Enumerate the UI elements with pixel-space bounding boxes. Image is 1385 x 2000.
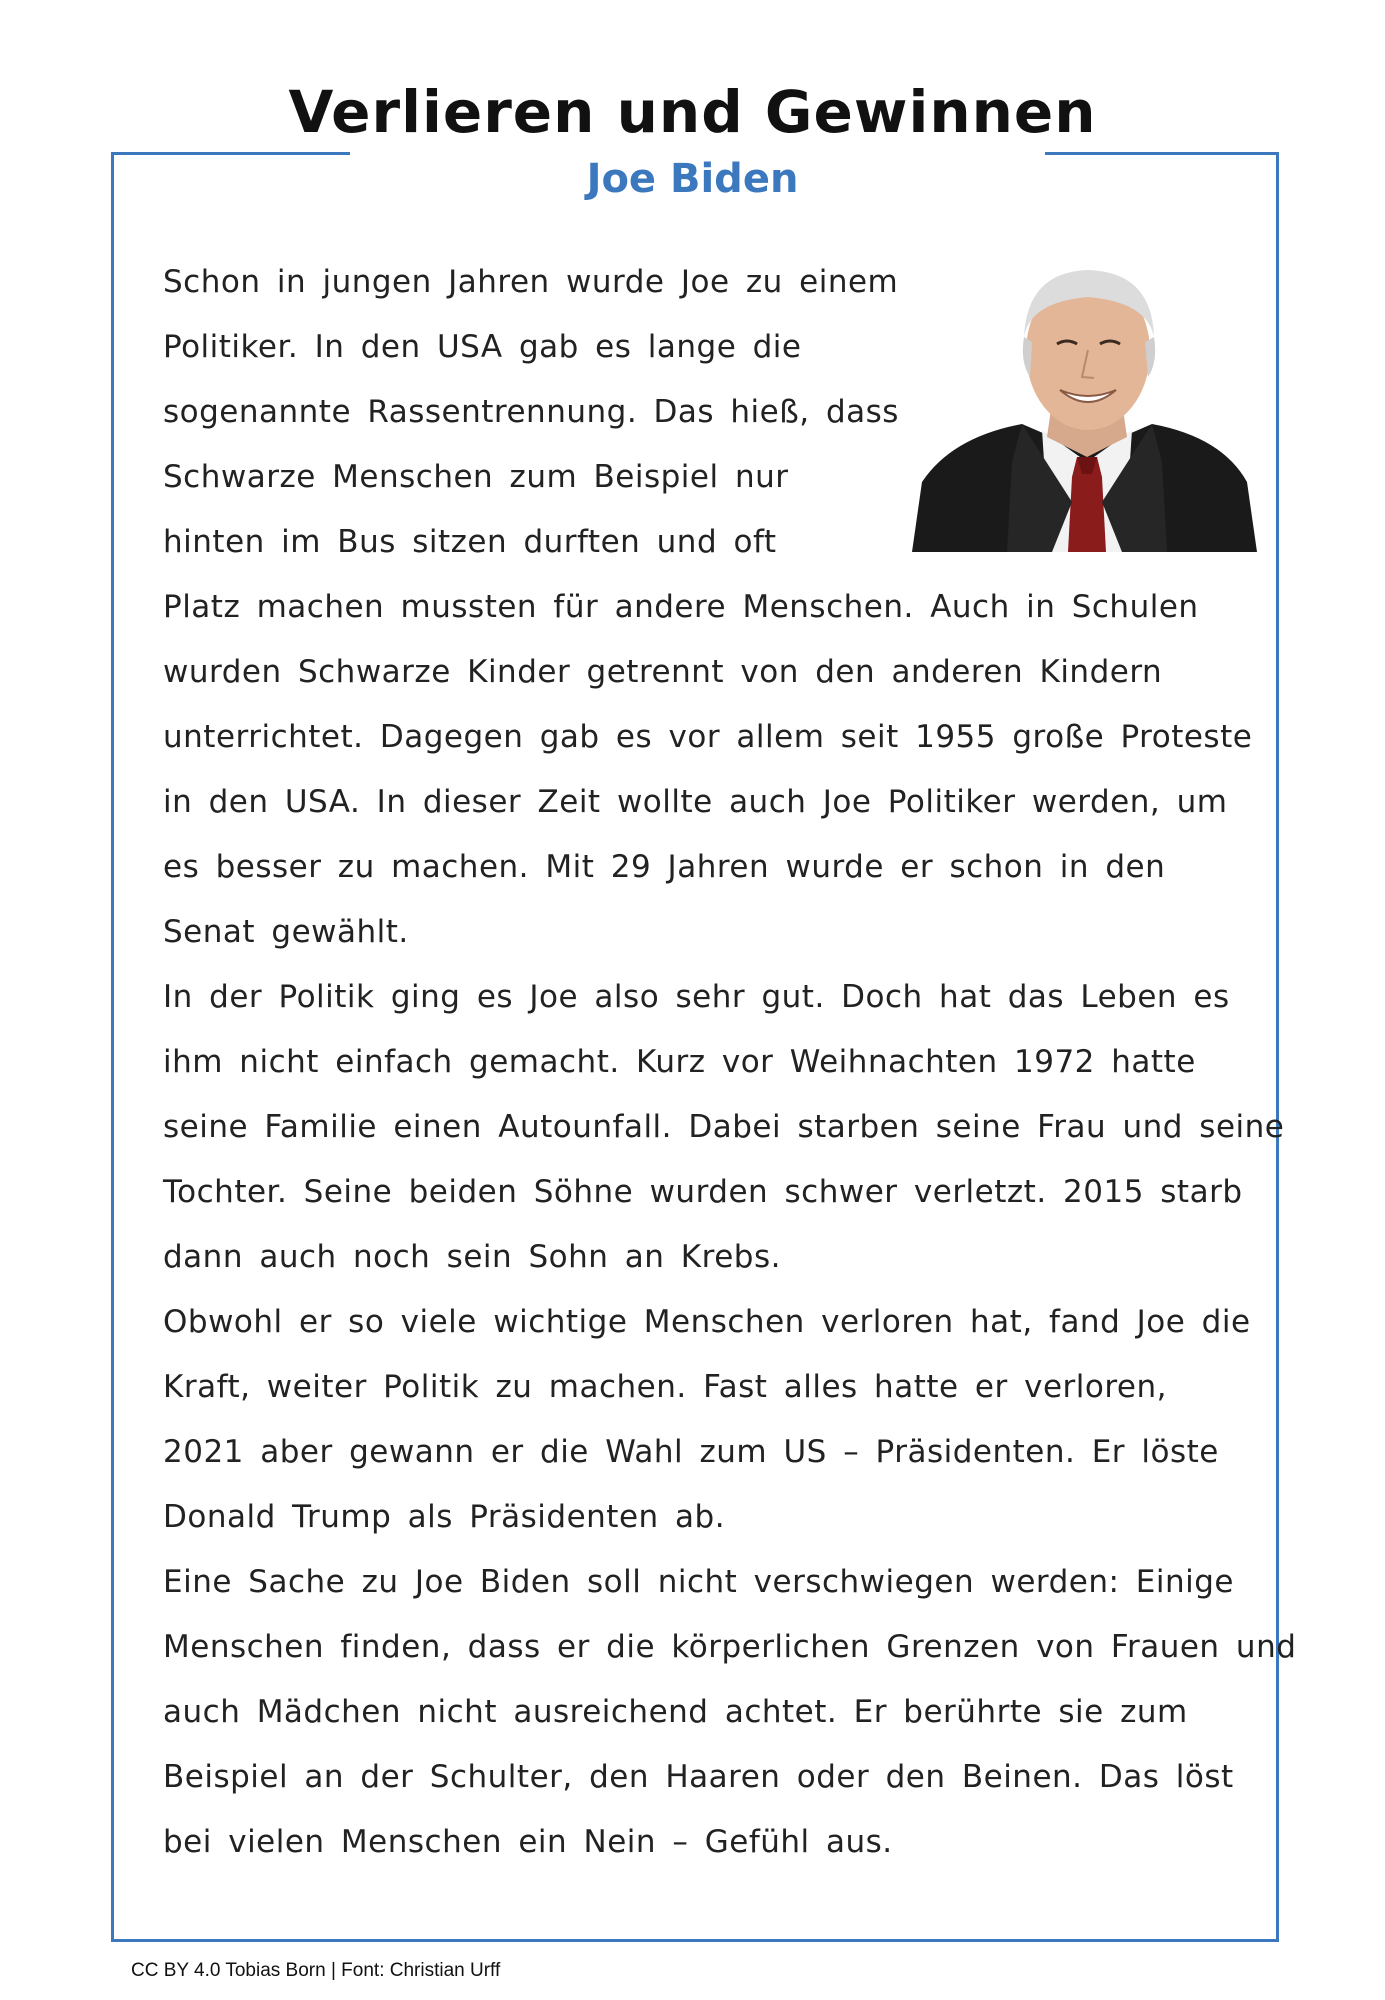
text-line: auch Mädchen nicht ausreichend achtet. Er berührte sie zum: [163, 1694, 1188, 1730]
text-line: dann auch noch sein Sohn an Krebs.: [163, 1239, 781, 1275]
text-line: seine Familie einen Autounfall. Dabei starben seine Frau und seine: [163, 1109, 1285, 1145]
text-line: Eine Sache zu Joe Biden soll nicht verschwiegen werden: Einige: [163, 1564, 1234, 1600]
text-line: Schon in jungen Jahren wurde Joe zu einem: [163, 264, 899, 300]
text-line: ihm nicht einfach gemacht. Kurz vor Weihnachten 1972 hatte: [163, 1044, 1196, 1080]
text-line: Politiker. In den USA gab es lange die: [163, 329, 802, 365]
text-line: Menschen finden, dass er die körperlichen Grenzen von Frauen und: [163, 1629, 1297, 1665]
text-line: Platz machen mussten für andere Menschen. Auch in Schulen: [163, 589, 1199, 625]
text-line: Schwarze Menschen zum Beispiel nur: [163, 459, 789, 495]
text-line: Donald Trump als Präsidenten ab.: [163, 1499, 726, 1535]
text-line: Tochter. Seine beiden Söhne wurden schwer verletzt. 2015 starb: [163, 1174, 1243, 1210]
text-line: unterrichtet. Dagegen gab es vor allem seit 1955 große Proteste: [163, 719, 1253, 755]
text-line: Obwohl er so viele wichtige Menschen verloren hat, fand Joe die: [163, 1304, 1251, 1340]
text-line: 2021 aber gewann er die Wahl zum US – Präsidenten. Er löste: [163, 1434, 1219, 1470]
text-line: sogenannte Rassentrennung. Das hieß, dass: [163, 394, 899, 430]
text-line: hinten im Bus sitzen durften und oft: [163, 524, 777, 560]
page-subtitle: Joe Biden: [586, 156, 799, 202]
text-line: Kraft, weiter Politik zu machen. Fast alles hatte er verloren,: [163, 1369, 1167, 1405]
license-credit: CC BY 4.0 Tobias Born | Font: Christian Urff: [131, 1960, 501, 1981]
text-line: In der Politik ging es Joe also sehr gut. Doch hat das Leben es: [163, 979, 1230, 1015]
text-line: es besser zu machen. Mit 29 Jahren wurde er schon in den: [163, 849, 1166, 885]
text-line: bei vielen Menschen ein Nein – Gefühl aus.: [163, 1824, 893, 1860]
page-title: Verlieren und Gewinnen: [288, 78, 1097, 146]
text-line: in den USA. In dieser Zeit wollte auch Joe Politiker werden, um: [163, 784, 1228, 820]
text-line: Senat gewählt.: [163, 914, 409, 950]
story-text: [163, 250, 1297, 1875]
text-line: wurden Schwarze Kinder getrennt von den anderen Kindern: [163, 654, 1163, 690]
text-line: Beispiel an der Schulter, den Haaren oder den Beinen. Das löst: [163, 1759, 1234, 1795]
